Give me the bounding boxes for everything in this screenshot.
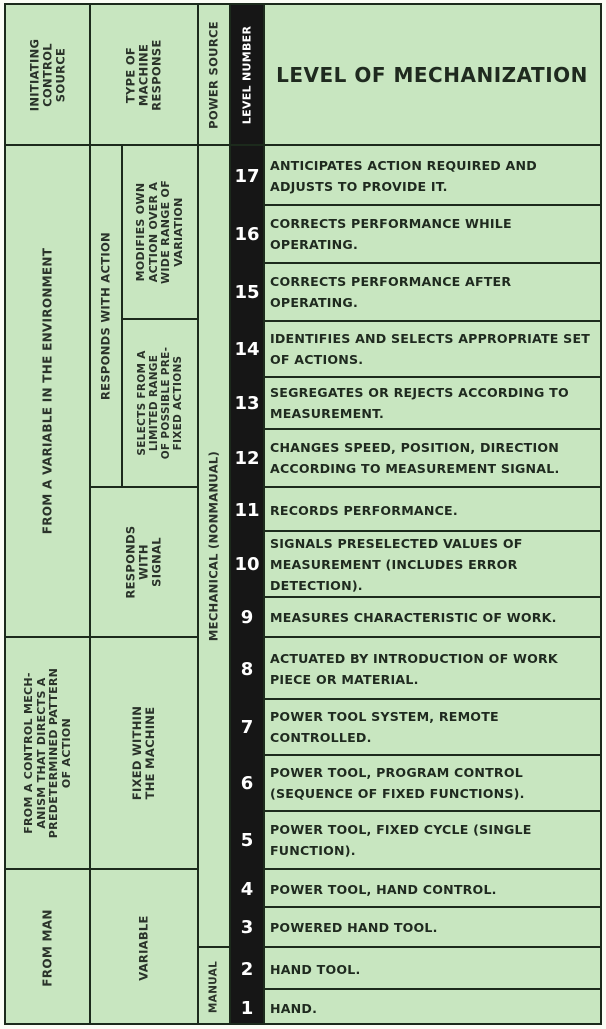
response-selects-from-limited bbox=[122, 319, 198, 487]
level-description: ANTICIPATES ACTION REQUIRED AND ADJUSTS TO PROVIDE IT. bbox=[270, 158, 537, 194]
type-of-machine-response-label: TYPE OF MACHINE RESPONSE bbox=[123, 39, 164, 111]
variable-label: VARIABLE bbox=[136, 915, 151, 981]
level-description: HAND. bbox=[270, 1000, 318, 1016]
level-description: SEGREGATES OR REJECTS ACCORDING TO MEASUREMENT. bbox=[270, 385, 569, 421]
column-divider bbox=[121, 145, 123, 487]
page-title: LEVEL OF MECHANIZATION bbox=[276, 63, 588, 87]
initiating-control-source-label: INITIATING CONTROL SOURCE bbox=[27, 38, 68, 112]
level-number: 17 bbox=[234, 165, 260, 187]
level-number: 15 bbox=[234, 281, 260, 303]
level-description: POWERED HAND TOOL. bbox=[270, 919, 438, 935]
responds-with-signal-label: RESPONDS WITH SIGNAL bbox=[123, 525, 164, 599]
level-number: 14 bbox=[234, 338, 260, 360]
column-divider bbox=[89, 5, 91, 1023]
response-with-signal bbox=[90, 487, 198, 637]
level-number: 11 bbox=[234, 499, 260, 521]
level-number-label: LEVEL NUMBER bbox=[240, 25, 254, 125]
level-description: CHANGES SPEED, POSITION, DIRECTION ACCORDING TO MEASUREMENT SIGNAL. bbox=[270, 440, 560, 476]
level-number: 12 bbox=[234, 447, 260, 469]
control-source-mechanism bbox=[6, 637, 90, 869]
level-description: POWER TOOL, FIXED CYCLE (SINGLE FUNCTION). bbox=[270, 822, 532, 858]
row-divider bbox=[122, 318, 198, 320]
power-source-mechanical bbox=[198, 145, 230, 947]
level-description: IDENTIFIES AND SELECTS APPROPRIATE SET OF ACTIONS. bbox=[270, 331, 591, 367]
header-power-source bbox=[198, 5, 230, 145]
level-number: 1 bbox=[240, 997, 254, 1019]
control-source-man bbox=[6, 869, 90, 1027]
row-divider bbox=[6, 636, 90, 638]
response-with-action bbox=[90, 145, 122, 487]
level-description: POWER TOOL, PROGRAM CONTROL (SEQUENCE OF FIXED FUNCTIONS). bbox=[270, 765, 525, 801]
fixed-within-machine-label: FIXED WITHIN THE MACHINE bbox=[130, 705, 157, 801]
power-source-manual bbox=[198, 947, 230, 1027]
row-divider bbox=[6, 868, 90, 870]
level-description: POWER TOOL SYSTEM, REMOTE CONTROLLED. bbox=[270, 709, 499, 745]
manual-label: MANUAL bbox=[207, 960, 220, 1014]
row-divider bbox=[198, 946, 230, 948]
header-level-number bbox=[230, 5, 264, 145]
control-source-mechanism-label: FROM A CONTROL MECH- ANISM THAT DIRECTS A PREDETERMINED PATTERN OF ACTION bbox=[22, 667, 73, 839]
control-source-man-label: FROM MAN bbox=[40, 909, 55, 987]
row-divider bbox=[90, 868, 198, 870]
level-description: CORRECTS PERFORMANCE WHILE OPERATING. bbox=[270, 216, 512, 252]
control-source-environment bbox=[6, 145, 90, 637]
row-divider bbox=[90, 486, 198, 488]
level-description: POWER TOOL, HAND CONTROL. bbox=[270, 881, 497, 897]
level-number: 3 bbox=[240, 916, 254, 938]
level-number: 2 bbox=[240, 958, 254, 980]
level-number: 6 bbox=[240, 772, 254, 794]
level-description: ACTUATED BY INTRODUCTION OF WORK PIECE OR MATERIAL. bbox=[270, 651, 558, 687]
level-number: 8 bbox=[240, 658, 254, 680]
column-divider bbox=[197, 5, 199, 1023]
selects-from-limited-label: SELECTS FROM A LIMITED RANGE OF POSSIBLE PRE- FIXED ACTIONS bbox=[136, 346, 184, 460]
level-description: CORRECTS PERFORMANCE AFTER OPERATING. bbox=[270, 274, 512, 310]
power-source-label: POWER SOURCE bbox=[206, 21, 221, 129]
modifies-own-action-label: MODIFIES OWN ACTION OVER A WIDE RANGE OF VARIATION bbox=[134, 179, 185, 285]
level-description: MEASURES CHARACTERISTIC OF WORK. bbox=[270, 609, 557, 625]
level-number: 10 bbox=[234, 553, 260, 575]
level-number: 13 bbox=[234, 392, 260, 414]
level-number: 16 bbox=[234, 223, 260, 245]
responds-with-action-label: RESPONDS WITH ACTION bbox=[98, 232, 113, 400]
level-number: 4 bbox=[240, 878, 254, 900]
level-description: HAND TOOL. bbox=[270, 961, 361, 977]
row-divider bbox=[90, 636, 198, 638]
header-type-of-machine-response bbox=[90, 5, 198, 145]
header-divider bbox=[6, 144, 600, 146]
level-number: 5 bbox=[240, 829, 254, 851]
level-number: 7 bbox=[240, 716, 254, 738]
header-initiating-control-source bbox=[6, 5, 90, 145]
mechanical-label: MECHANICAL (NONMANUAL) bbox=[206, 450, 221, 642]
mechanization-chart bbox=[4, 3, 602, 1025]
control-source-environment-label: FROM A VARIABLE IN THE ENVIRONMENT bbox=[40, 247, 55, 535]
response-fixed-within-machine bbox=[90, 637, 198, 869]
level-description: RECORDS PERFORMANCE. bbox=[270, 502, 458, 518]
level-description: SIGNALS PRESELECTED VALUES OF MEASUREMENT (INCLUDES ERROR DETECTION). bbox=[270, 535, 523, 593]
level-number: 9 bbox=[240, 606, 254, 628]
response-variable bbox=[90, 869, 198, 1027]
response-modifies-own-action bbox=[122, 145, 198, 319]
